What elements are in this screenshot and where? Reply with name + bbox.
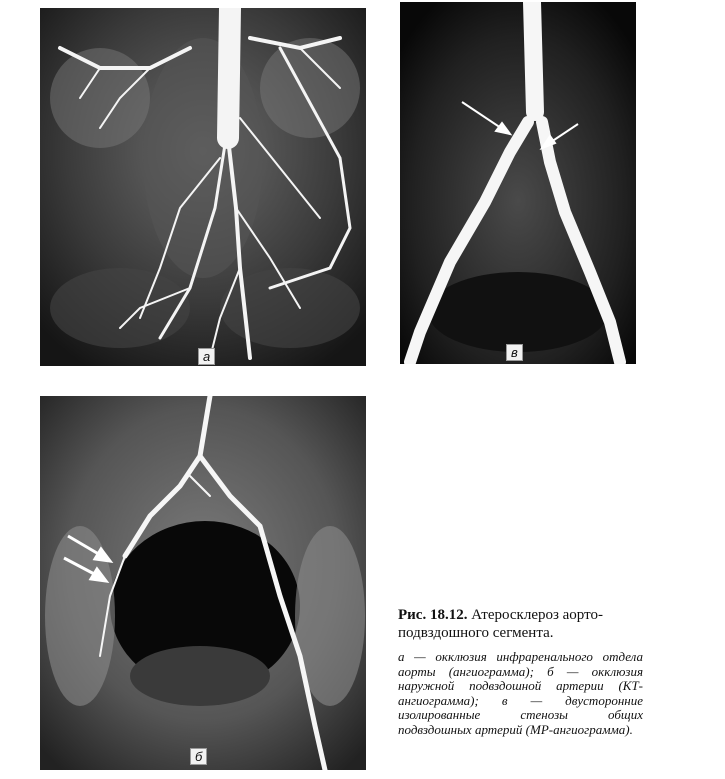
figure-number: Рис. 18.12.: [398, 607, 468, 623]
caption-title: [398, 606, 643, 642]
figure-panel-b: [40, 396, 366, 770]
figure-panel-a: [40, 8, 366, 366]
angiogram-image-v: [400, 2, 636, 364]
figure-panel-v: [400, 2, 636, 364]
panel-label-b: б: [190, 748, 207, 765]
figure-caption: [398, 606, 643, 737]
figure-title: Атеросклероз аортоподвздошного сегмента.: [398, 607, 603, 641]
angiogram-image-b: [40, 396, 366, 770]
caption-body: а — окклюзия инфраренального отдела аорты (ангиограмма); б — окклюзия наружной подвздошной артерии (КТ-ангиограмма); в — двусторонние изолированные стенозы общих подвздошных артерий (МР-ангиограмма).: [398, 649, 643, 737]
panel-label-a: а: [198, 348, 215, 365]
panel-label-v: в: [506, 344, 523, 361]
angiogram-image-a: [40, 8, 366, 366]
